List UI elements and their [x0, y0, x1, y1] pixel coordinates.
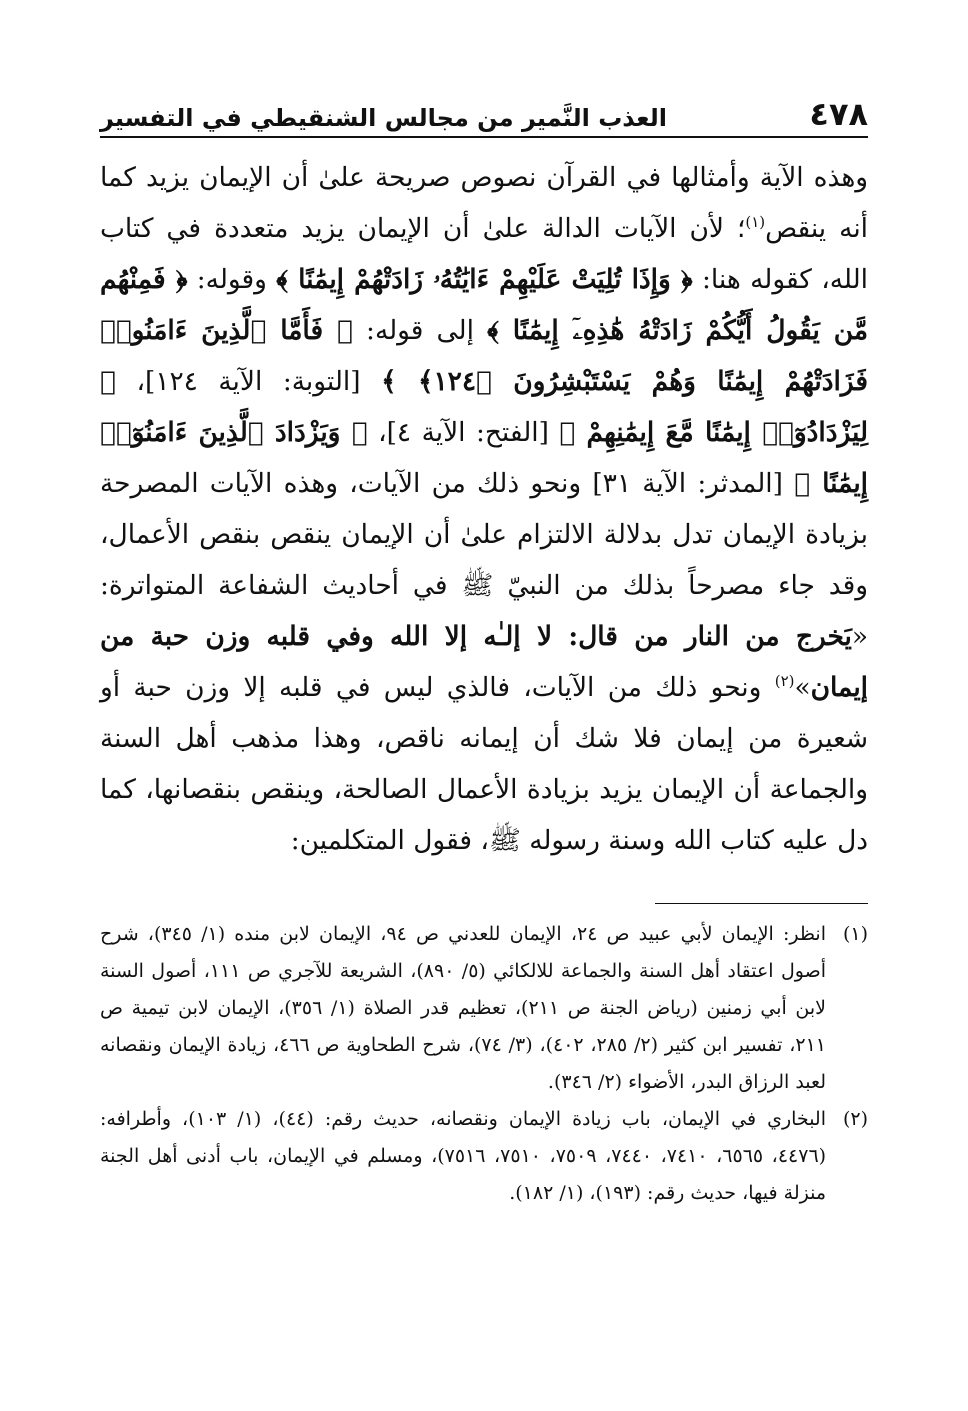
verse-reference: [التوبة: الآية ١٢٤]، — [115, 366, 382, 397]
hadith-quote: يَخرج من النار من قال: لا إلـٰه إلا الله وفي قلبه وزن حبة من إيمان — [100, 621, 868, 703]
text-segment: ونحو ذلك من الآيات، وهذه الآيات المصرحة بزيادة الإيمان تدل بدلالة الالتزام علىٰ أن الإيمان ينقص بنقص الأعمال، وقد جاء مصرحاً بذلك من النبيّ ﷺ في أحاديث الشفاعة المتواترة: « — [100, 468, 868, 652]
text-segment: » — [794, 672, 811, 703]
text-segment: ؛ لأن الآيات الدالة علىٰ أن الإيمان يزيد متعددة في كتاب الله، كقوله هنا: — [100, 213, 868, 295]
quran-verse: ﴿ لِيَزْدَادُوٓا۟ إِيمَٰنًا مَّعَ إِيمَٰنِهِمْ ﴾ — [100, 366, 869, 448]
footnote-separator — [655, 903, 868, 904]
footnote — [100, 916, 868, 1101]
quran-verse: ﴿ فَأَمَّا ٱلَّذِينَ ءَامَنُوا۟ فَزَادَتْهُمْ إِيمَٰنًا وَهُمْ يَسْتَبْشِرُونَ ﴿١٢٤﴾ ﴾ — [100, 315, 868, 397]
footnote-number: (١) — [842, 923, 868, 945]
quran-verse: ﴿ فَمِنْهُم مَّن يَقُولُ أَيُّكُمْ زَادَتْهُ هَٰذِهِۦٓ إِيمَٰنًا ﴾ — [100, 264, 869, 346]
verse-reference: [المدثر: الآية ٣١] — [592, 468, 795, 499]
footnote-text: انظر: الإيمان لأبي عبيد ص ٢٤، الإيمان للعدني ص ٩٤، الإيمان لابن منده (١/ ٣٤٥)، شرح أصول اعتقاد أهل السنة والجماعة للالكائي (٥/ ٨٩٠)، الشريعة للآجري ص ١١١، أصول السنة لابن أبي زمنين (رياض الجنة ص ٢١١)، تعظيم قدر الصلاة (١/ ٣٥٦)، الإيمان لابن تيمية ص ٢١١، تفسير ابن كثير (٢/ ٢٨٥، ٤٠٢)، (٣/ ٧٤)، شرح الطحاوية ص ٤٦٦، زيادة الإيمان ونقصانه لعبد الرزاق البدر، الأضواء (٢/ ٣٤٦). — [100, 923, 826, 1093]
footnote-marker: (٢) — [774, 672, 795, 691]
quran-verse: ﴿ وَيَزْدَادَ ٱلَّذِينَ ءَامَنُوٓا۟ إِيمَٰنًا ﴾ — [100, 417, 869, 499]
text-segment: وهذه الآية وأمثالها في القرآن نصوص صريحة علىٰ أن الإيمان يزيد كما أنه ينقص — [100, 162, 868, 244]
footnote — [100, 1101, 868, 1212]
footnote-text: البخاري في الإيمان، باب زيادة الإيمان ونقصانه، حديث رقم: (٤٤)، (١/ ١٠٣)، وأطرافه: (٤٤٧٦، ٦٥٦٥، ٧٤١٠، ٧٤٤٠، ٧٥٠٩، ٧٥١٠، ٧٥١٦)، ومسلم في الإيمان، باب أدنى أهل الجنة منزلة فيها، حديث رقم: (١٩٣)، (١/ ١٨٢). — [100, 1108, 827, 1204]
text-segment: إلى قوله: — [352, 315, 488, 346]
footnotes — [100, 916, 868, 1212]
text-segment: وقوله: — [187, 264, 277, 295]
footnote-marker: (١) — [745, 213, 766, 232]
verse-reference: [الفتح: الآية ٤]، — [367, 417, 560, 448]
text-segment: ونحو ذلك من الآيات، فالذي ليس في قلبه إلا وزن حبة أو شعيرة من إيمان فلا شك أن إيمانه ناقص، وهذا مذهب أهل السنة والجماعة أن الإيمان يزيد بزيادة الأعمال الصالحة، وينقص بنقصانها، كما دل عليه كتاب الله وسنة رسوله ﷺ، فقول المتكلمين: — [100, 672, 868, 856]
running-title: العذب النَّمير من مجالس الشنقيطي في التفسير — [100, 104, 667, 132]
page-header — [100, 82, 868, 138]
main-text — [100, 152, 868, 866]
page-number: ٤٧٨ — [809, 95, 868, 133]
footnote-number: (٢) — [842, 1108, 868, 1130]
quran-verse: ﴿ وَإِذَا تُلِيَتْ عَلَيْهِمْ ءَايَٰتُهُۥ زَادَتْهُمْ إِيمَٰنًا ﴾ — [276, 264, 693, 295]
